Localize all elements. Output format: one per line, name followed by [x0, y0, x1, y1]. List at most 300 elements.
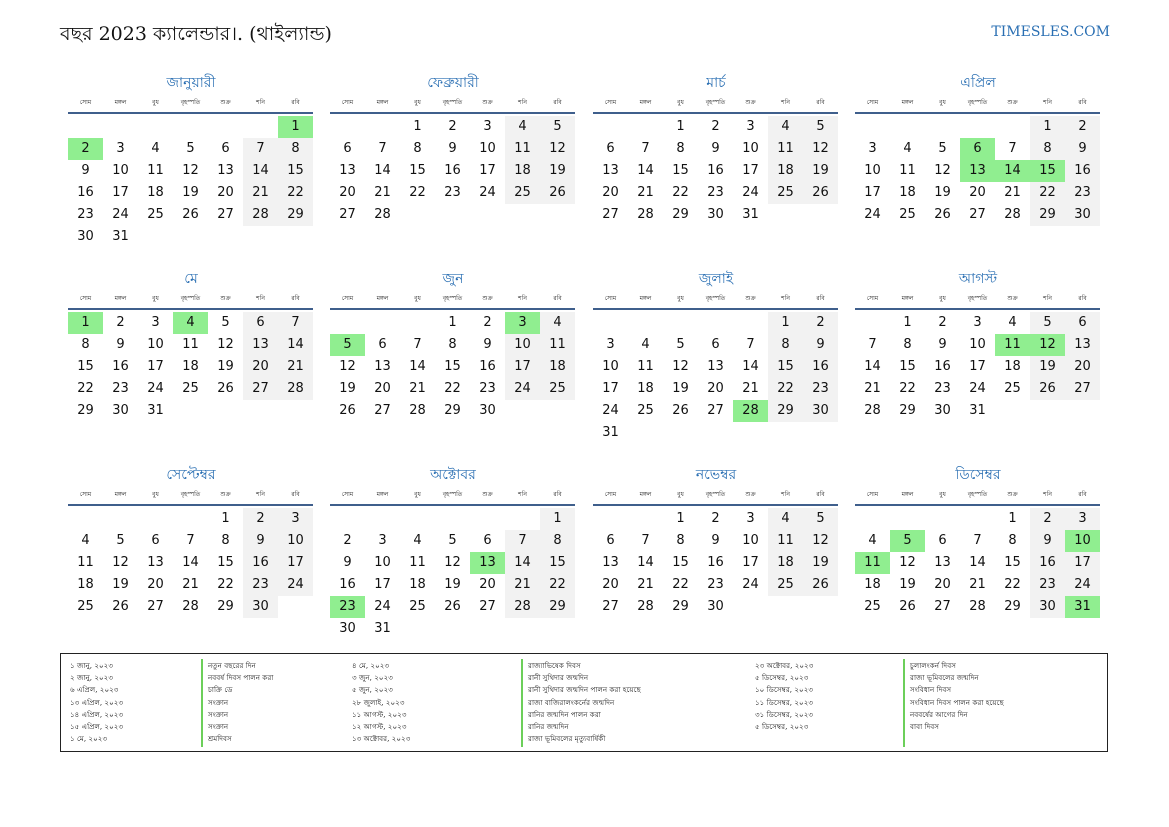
- day-cell: 19: [803, 552, 838, 574]
- holiday-name: রাজা ভূমিবলের মৃত্যুবার্ষিকী: [528, 734, 606, 744]
- holiday-day-cell: 6: [960, 138, 995, 160]
- day-cell: 9: [711, 141, 720, 156]
- day-cell: 5: [676, 337, 685, 352]
- day-cell: 12: [672, 359, 689, 374]
- day-cell: 19: [217, 359, 234, 374]
- weekday-label: বৃহস্পতি: [180, 295, 201, 302]
- day-cell: 14: [637, 163, 654, 178]
- day-cell: 24: [112, 207, 129, 222]
- day-cell: 3: [483, 119, 492, 134]
- legend-dates-2: [352, 660, 410, 745]
- day-cell: 28: [374, 207, 391, 222]
- day-cell: 27: [243, 378, 278, 400]
- day-cell: 3: [746, 119, 755, 134]
- weekday-label: সোম: [604, 491, 617, 498]
- day-grid: [593, 310, 839, 445]
- weekday-label: মঙ্গল: [376, 99, 389, 106]
- day-cell: 11: [409, 555, 426, 570]
- holiday-day-cell: 13: [470, 552, 505, 574]
- day-cell: 12: [934, 163, 951, 178]
- day-grid: [68, 506, 314, 641]
- day-cell: 29: [899, 403, 916, 418]
- day-cell: 27: [602, 207, 619, 222]
- day-cell: 6: [606, 533, 615, 548]
- weekday-label: বুধ: [939, 99, 946, 106]
- day-cell: 9: [343, 555, 352, 570]
- weekday-label: বৃহস্পতি: [967, 295, 988, 302]
- day-cell: 7: [278, 312, 313, 334]
- day-cell: 16: [243, 552, 278, 574]
- holiday-name: নতুন বছরের দিন: [208, 661, 256, 670]
- holiday-name: শ্রমদিবস: [208, 734, 232, 744]
- weekday-label: মঙ্গল: [114, 295, 127, 302]
- day-cell: 17: [602, 381, 619, 396]
- day-cell: 21: [637, 577, 654, 592]
- day-cell: 1: [1008, 511, 1017, 526]
- day-cell: 5: [1030, 312, 1065, 334]
- site-link[interactable]: TIMESLES.COM: [991, 24, 1110, 40]
- day-cell: 17: [864, 185, 881, 200]
- day-cell: 9: [803, 334, 838, 356]
- day-cell: 19: [112, 577, 129, 592]
- day-cell: 6: [1065, 312, 1100, 334]
- day-grid: [68, 310, 314, 445]
- day-cell: 28: [969, 599, 986, 614]
- month-calendar: [855, 72, 1101, 249]
- day-cell: 14: [243, 160, 278, 182]
- weekday-label: বুধ: [939, 491, 946, 498]
- day-cell: 22: [409, 185, 426, 200]
- day-cell: 14: [182, 555, 199, 570]
- holiday-date: ৬ এপ্রিল, ২০২৩: [70, 685, 119, 695]
- day-cell: 22: [672, 185, 689, 200]
- weekday-label: রবি: [816, 99, 825, 106]
- day-cell: 26: [339, 403, 356, 418]
- day-cell: 6: [938, 533, 947, 548]
- day-grid: [330, 114, 576, 249]
- day-cell: 15: [1004, 555, 1021, 570]
- holiday-day-cell: 11: [855, 552, 890, 574]
- day-cell: 10: [742, 141, 759, 156]
- day-cell: 6: [221, 141, 230, 156]
- day-cell: 30: [112, 403, 129, 418]
- day-grid: [68, 114, 314, 249]
- weekday-label: মঙ্গল: [901, 491, 914, 498]
- day-cell: 17: [479, 163, 496, 178]
- day-cell: 17: [505, 356, 540, 378]
- weekday-label: শনি: [518, 491, 527, 498]
- weekday-label: বৃহস্পতি: [705, 295, 726, 302]
- weekday-label: মঙ্গল: [901, 99, 914, 106]
- month-name: ফেব্রুয়ারী: [427, 75, 479, 91]
- day-cell: 10: [112, 163, 129, 178]
- day-cell: 30: [934, 403, 951, 418]
- weekday-label: শুক্র: [482, 99, 493, 106]
- month-calendar: [330, 72, 576, 249]
- weekday-header: [330, 488, 576, 502]
- holiday-day-cell: 2: [68, 138, 103, 160]
- day-cell: 2: [483, 315, 492, 330]
- day-cell: 29: [540, 596, 575, 618]
- day-cell: 9: [243, 530, 278, 552]
- day-cell: 31: [374, 621, 391, 636]
- holiday-name: রাজা ভূমিবলের জন্মদিন: [910, 673, 979, 683]
- month-calendar: [68, 268, 314, 445]
- day-cell: 17: [374, 577, 391, 592]
- holiday-day-cell: 31: [1065, 596, 1100, 618]
- day-cell: 31: [147, 403, 164, 418]
- holiday-date: ১২ আগস্ট, ২০২৩: [352, 721, 407, 731]
- legend-names-3: [910, 660, 1004, 733]
- day-cell: 19: [1030, 356, 1065, 378]
- weekday-label: বুধ: [152, 295, 159, 302]
- day-cell: 13: [934, 555, 951, 570]
- day-cell: 16: [479, 359, 496, 374]
- holiday-name: রানী সুথিদার জন্মদিন পালন করা হয়েছে: [528, 685, 641, 695]
- day-cell: 18: [505, 160, 540, 182]
- weekday-label: শুক্র: [220, 99, 231, 106]
- day-cell: 23: [77, 207, 94, 222]
- month-name: মে: [184, 271, 198, 287]
- month-name: মার্চ: [706, 75, 726, 91]
- day-cell: 14: [374, 163, 391, 178]
- weekday-header: [855, 488, 1101, 502]
- day-cell: 21: [864, 381, 881, 396]
- day-cell: 11: [637, 359, 654, 374]
- holiday-day-cell: 11: [995, 334, 1030, 356]
- day-cell: 19: [672, 381, 689, 396]
- weekday-label: বুধ: [152, 491, 159, 498]
- day-cell: 14: [969, 555, 986, 570]
- holiday-name: রাজা বাজিরালংকর্নের জন্মদিন: [528, 697, 615, 707]
- holiday-name: চাক্রি ডে: [208, 685, 233, 695]
- holiday-date: ১৪ এপ্রিল, ২০২৩: [70, 709, 124, 719]
- month-calendar: [855, 268, 1101, 445]
- holiday-name: চুলালংকর্ন দিবস: [910, 661, 956, 670]
- day-grid: [855, 506, 1101, 641]
- weekday-header: [68, 488, 314, 502]
- holiday-name: নববর্ষের আগের দিন: [910, 709, 968, 719]
- day-cell: 17: [112, 185, 129, 200]
- legend-divider: [521, 659, 523, 747]
- day-cell: 15: [672, 555, 689, 570]
- day-cell: 3: [868, 141, 877, 156]
- day-cell: 2: [938, 315, 947, 330]
- day-cell: 24: [969, 381, 986, 396]
- day-cell: 31: [969, 403, 986, 418]
- holiday-date: ১৩ এপ্রিল, ২০২৩: [70, 697, 124, 707]
- weekday-label: রবি: [553, 295, 562, 302]
- day-grid: [593, 114, 839, 249]
- weekday-header: [855, 292, 1101, 306]
- weekday-label: শুক্র: [482, 491, 493, 498]
- day-cell: 28: [505, 596, 540, 618]
- weekday-label: শুক্র: [220, 295, 231, 302]
- day-cell: 14: [864, 359, 881, 374]
- weekday-label: মঙ্গল: [376, 295, 389, 302]
- day-cell: 14: [409, 359, 426, 374]
- day-cell: 23: [444, 185, 461, 200]
- day-cell: 7: [641, 533, 650, 548]
- month-name: এপ্রিল: [960, 75, 996, 91]
- weekday-label: শনি: [1043, 295, 1052, 302]
- day-cell: 25: [77, 599, 94, 614]
- month-name: জুন: [442, 271, 464, 287]
- day-cell: 1: [903, 315, 912, 330]
- holiday-name: সংক্রান: [208, 721, 229, 731]
- weekday-label: শনি: [256, 295, 265, 302]
- weekday-label: বৃহস্পতি: [442, 295, 463, 302]
- day-cell: 22: [899, 381, 916, 396]
- day-cell: 27: [339, 207, 356, 222]
- day-cell: 19: [339, 381, 356, 396]
- holiday-date: ১ মে, ২০২৩: [70, 734, 108, 744]
- day-cell: 4: [641, 337, 650, 352]
- day-cell: 26: [803, 574, 838, 596]
- day-cell: 24: [278, 574, 313, 596]
- day-cell: 1: [1030, 116, 1065, 138]
- day-cell: 26: [672, 403, 689, 418]
- day-cell: 7: [505, 530, 540, 552]
- weekday-label: শনি: [1043, 491, 1052, 498]
- day-cell: 6: [378, 337, 387, 352]
- day-cell: 5: [803, 116, 838, 138]
- day-cell: 21: [969, 577, 986, 592]
- day-cell: 29: [768, 400, 803, 422]
- day-cell: 11: [505, 138, 540, 160]
- weekday-label: শনি: [781, 99, 790, 106]
- day-cell: 24: [864, 207, 881, 222]
- day-cell: 8: [1008, 533, 1017, 548]
- day-cell: 14: [637, 555, 654, 570]
- day-cell: 3: [973, 315, 982, 330]
- day-cell: 24: [742, 577, 759, 592]
- day-cell: 18: [1004, 359, 1021, 374]
- weekday-label: সোম: [866, 295, 879, 302]
- day-cell: 7: [641, 141, 650, 156]
- day-cell: 11: [768, 138, 803, 160]
- weekday-label: সোম: [866, 491, 879, 498]
- day-cell: 26: [112, 599, 129, 614]
- day-cell: 1: [768, 312, 803, 334]
- weekday-label: শুক্র: [745, 99, 756, 106]
- weekday-label: শনি: [1043, 99, 1052, 106]
- day-cell: 27: [934, 599, 951, 614]
- day-cell: 7: [378, 141, 387, 156]
- day-cell: 1: [540, 508, 575, 530]
- day-cell: 12: [444, 555, 461, 570]
- holiday-day-cell: 23: [330, 596, 365, 618]
- weekday-label: বৃহস্পতি: [442, 99, 463, 106]
- day-cell: 29: [672, 207, 689, 222]
- weekday-label: বৃহস্পতি: [705, 491, 726, 498]
- month-calendar: [593, 72, 839, 249]
- weekday-label: সোম: [79, 99, 92, 106]
- day-cell: 18: [768, 552, 803, 574]
- day-cell: 16: [339, 577, 356, 592]
- day-cell: 26: [444, 599, 461, 614]
- day-cell: 9: [938, 337, 947, 352]
- day-cell: 16: [934, 359, 951, 374]
- day-cell: 22: [1030, 182, 1065, 204]
- weekday-label: বুধ: [152, 99, 159, 106]
- day-cell: 3: [116, 141, 125, 156]
- day-cell: 10: [505, 334, 540, 356]
- day-cell: 5: [540, 116, 575, 138]
- day-cell: 28: [243, 204, 278, 226]
- day-cell: 4: [413, 533, 422, 548]
- day-cell: 10: [147, 337, 164, 352]
- day-cell: 5: [448, 533, 457, 548]
- day-cell: 22: [1004, 577, 1021, 592]
- day-cell: 30: [707, 207, 724, 222]
- holiday-name: সংক্রান: [208, 697, 229, 707]
- weekday-header: [68, 96, 314, 110]
- day-cell: 13: [374, 359, 391, 374]
- day-cell: 18: [768, 160, 803, 182]
- weekday-label: রবি: [1078, 295, 1087, 302]
- day-cell: 19: [803, 160, 838, 182]
- day-cell: 25: [768, 574, 803, 596]
- day-cell: 20: [602, 185, 619, 200]
- day-cell: 14: [505, 552, 540, 574]
- day-cell: 11: [540, 334, 575, 356]
- weekday-label: শুক্র: [482, 295, 493, 302]
- day-cell: 30: [1030, 596, 1065, 618]
- holiday-day-cell: 15: [1030, 160, 1065, 182]
- month-calendar: [855, 464, 1101, 641]
- weekday-label: শনি: [781, 491, 790, 498]
- day-cell: 29: [444, 403, 461, 418]
- day-cell: 28: [637, 207, 654, 222]
- holiday-date: ৫ জুন, ২০২৩: [352, 685, 393, 695]
- holiday-date: ২৩ অক্টোবর, ২০২৩: [755, 661, 814, 670]
- day-cell: 20: [934, 577, 951, 592]
- weekday-label: বৃহস্পতি: [180, 99, 201, 106]
- day-cell: 26: [182, 207, 199, 222]
- day-cell: 11: [899, 163, 916, 178]
- day-cell: 25: [182, 381, 199, 396]
- day-cell: 12: [899, 555, 916, 570]
- day-cell: 23: [243, 574, 278, 596]
- day-cell: 17: [147, 359, 164, 374]
- day-cell: 16: [707, 555, 724, 570]
- day-cell: 12: [339, 359, 356, 374]
- weekday-label: বুধ: [414, 295, 421, 302]
- weekday-label: মঙ্গল: [639, 491, 652, 498]
- day-cell: 9: [448, 141, 457, 156]
- day-cell: 26: [803, 182, 838, 204]
- day-cell: 9: [711, 533, 720, 548]
- day-cell: 10: [479, 141, 496, 156]
- day-cell: 30: [1065, 204, 1100, 226]
- day-cell: 5: [116, 533, 125, 548]
- legend-dates-3: [755, 660, 813, 733]
- day-cell: 22: [540, 574, 575, 596]
- holiday-day-cell: 13: [960, 160, 995, 182]
- day-cell: 12: [182, 163, 199, 178]
- day-cell: 5: [186, 141, 195, 156]
- holiday-name: রানির জন্মদিন: [528, 721, 569, 731]
- day-cell: 1: [221, 511, 230, 526]
- day-cell: 22: [278, 182, 313, 204]
- legend-divider: [903, 659, 905, 747]
- weekday-header: [593, 96, 839, 110]
- weekday-label: রবি: [816, 295, 825, 302]
- day-cell: 21: [182, 577, 199, 592]
- day-cell: 24: [742, 185, 759, 200]
- day-cell: 8: [1030, 138, 1065, 160]
- day-cell: 3: [378, 533, 387, 548]
- weekday-label: মঙ্গল: [639, 295, 652, 302]
- day-cell: 25: [864, 599, 881, 614]
- day-cell: 21: [243, 182, 278, 204]
- holiday-date: ৪ মে, ২০২৩: [352, 661, 390, 670]
- month-calendar: [330, 464, 576, 641]
- day-cell: 23: [112, 381, 129, 396]
- day-cell: 26: [934, 207, 951, 222]
- day-cell: 9: [116, 337, 125, 352]
- day-cell: 10: [374, 555, 391, 570]
- day-cell: 2: [116, 315, 125, 330]
- day-cell: 8: [413, 141, 422, 156]
- day-cell: 27: [602, 599, 619, 614]
- day-cell: 15: [409, 163, 426, 178]
- day-cell: 8: [221, 533, 230, 548]
- day-cell: 25: [147, 207, 164, 222]
- day-cell: 25: [1004, 381, 1021, 396]
- weekday-label: বৃহস্পতি: [967, 491, 988, 498]
- weekday-label: শনি: [518, 99, 527, 106]
- day-cell: 4: [903, 141, 912, 156]
- weekday-label: রবি: [291, 295, 300, 302]
- day-cell: 28: [409, 403, 426, 418]
- day-cell: 8: [278, 138, 313, 160]
- day-cell: 27: [217, 207, 234, 222]
- day-cell: 13: [339, 163, 356, 178]
- day-cell: 20: [147, 577, 164, 592]
- day-cell: 23: [1065, 182, 1100, 204]
- holiday-date: ১১ ডিসেম্বর, ২০২৩: [755, 697, 814, 707]
- day-cell: 20: [602, 577, 619, 592]
- holiday-name: রাজ্যাভিষেক দিবস: [528, 661, 581, 670]
- day-cell: 22: [672, 577, 689, 592]
- day-cell: 5: [803, 508, 838, 530]
- day-cell: 2: [1030, 508, 1065, 530]
- weekday-label: শুক্র: [745, 295, 756, 302]
- weekday-label: শুক্র: [1007, 491, 1018, 498]
- day-cell: 10: [602, 359, 619, 374]
- day-cell: 11: [77, 555, 94, 570]
- weekday-label: শুক্র: [1007, 295, 1018, 302]
- month-name: জানুয়ারী: [166, 75, 216, 91]
- day-cell: 16: [707, 163, 724, 178]
- day-cell: 15: [768, 356, 803, 378]
- day-cell: 8: [676, 141, 685, 156]
- day-cell: 30: [339, 621, 356, 636]
- weekday-label: রবি: [1078, 491, 1087, 498]
- day-cell: 16: [1065, 160, 1100, 182]
- day-cell: 28: [278, 378, 313, 400]
- day-cell: 8: [448, 337, 457, 352]
- day-cell: 7: [186, 533, 195, 548]
- day-cell: 21: [374, 185, 391, 200]
- weekday-label: মঙ্গল: [376, 491, 389, 498]
- day-cell: 29: [1030, 204, 1065, 226]
- weekday-label: শনি: [781, 295, 790, 302]
- holiday-name: সংবিধান দিবস: [910, 685, 952, 695]
- day-cell: 24: [1065, 574, 1100, 596]
